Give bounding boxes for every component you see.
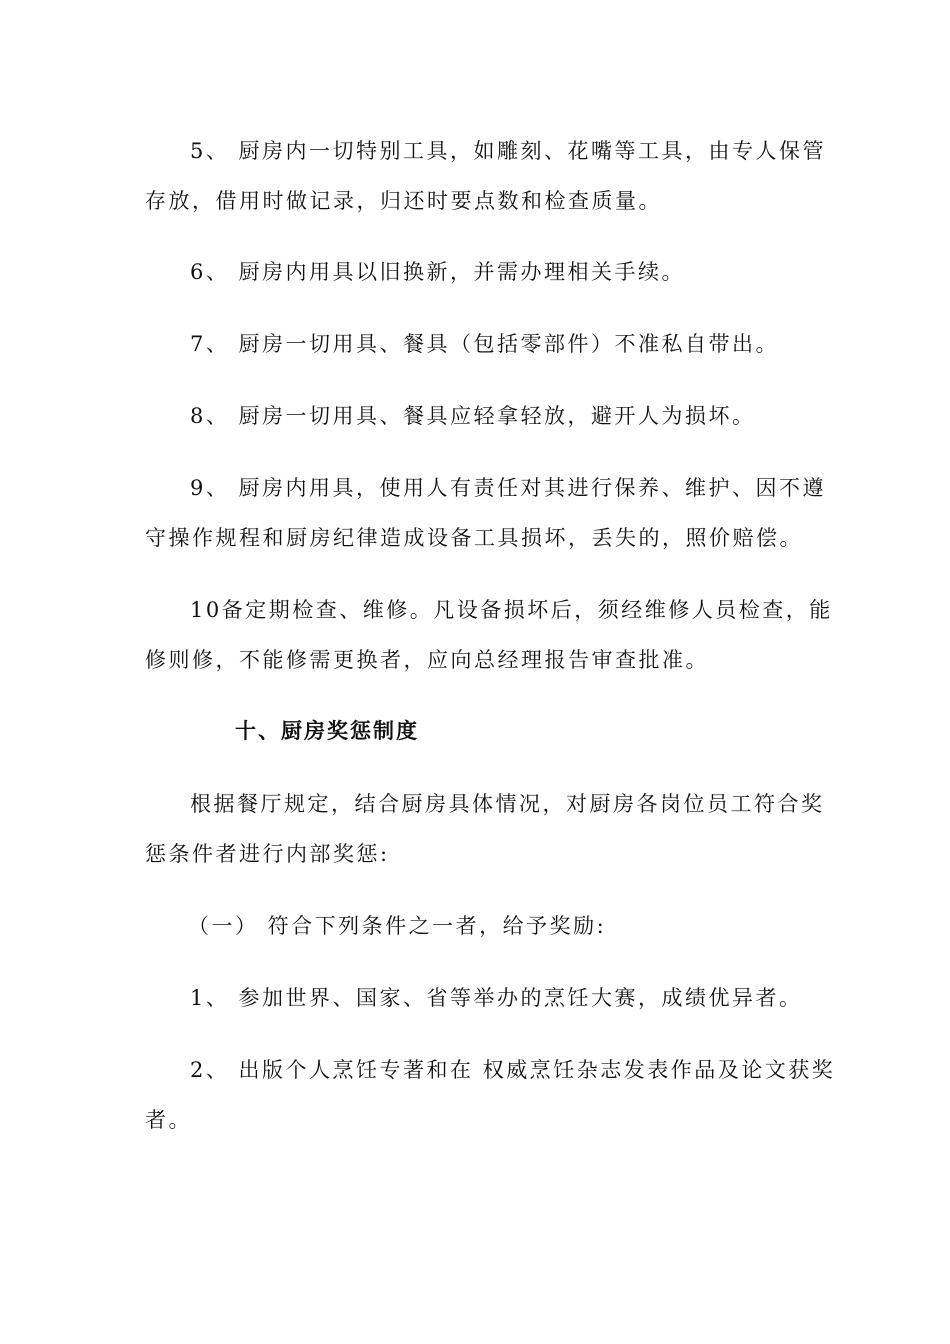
- subheading: （一） 符合下列条件之一者，给予奖励:: [188, 914, 607, 938]
- item-5-line-1: 5、 厨房内一切特别工具，如雕刻、花嘴等工具，由专人保管: [190, 139, 827, 163]
- reward-1-line-1: 1、 参加世界、国家、省等举办的烹饪大赛，成绩优异者。: [190, 986, 803, 1010]
- item-10-line-1: 10备定期检查、维修。凡设备损坏后，须经维修人员检查，能: [190, 598, 833, 622]
- intro-line-2: 惩条件者进行内部奖惩:: [145, 842, 390, 866]
- item-8-line-1: 8、 厨房一切用具、餐具应轻拿轻放，避开人为损坏。: [190, 404, 756, 428]
- item-9-line-2: 守操作规程和厨房纪律造成设备工具损坏，丢失的，照价赔偿。: [145, 526, 803, 550]
- item-10-line-2: 修则修，不能修需更换者，应向总经理报告审查批准。: [145, 648, 709, 672]
- reward-2-line-2: 者。: [145, 1108, 192, 1132]
- item-5-line-2: 存放，借用时做记录，归还时要点数和检查质量。: [145, 189, 662, 213]
- intro-line-1: 根据餐厅规定，结合厨房具体情况，对厨房各岗位员工符合奖: [190, 792, 825, 816]
- item-6-line-1: 6、 厨房内用具以旧换新，并需办理相关手续。: [190, 260, 686, 284]
- reward-2-line-1: 2、 出版个人烹饪专著和在 权威烹饪杂志发表作品及论文获奖: [190, 1058, 836, 1082]
- item-7-line-1: 7、 厨房一切用具、餐具（包括零部件）不准私自带出。: [190, 332, 780, 356]
- item-9-line-1: 9、 厨房内用具，使用人有责任对其进行保养、维护、因不遵: [190, 476, 827, 500]
- section-heading: 十、厨房奖惩制度: [235, 718, 419, 743]
